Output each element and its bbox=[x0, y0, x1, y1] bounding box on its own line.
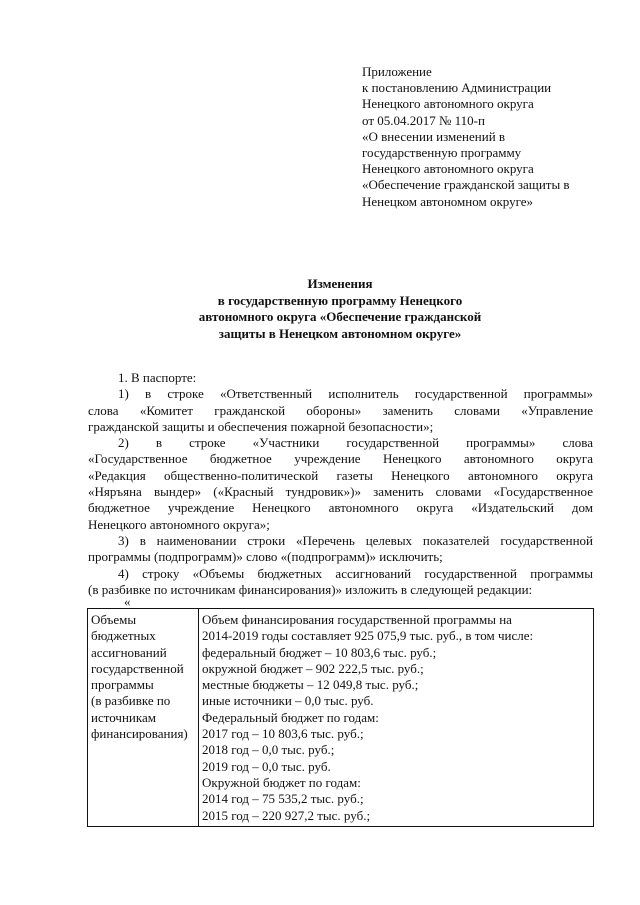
paragraph-line: бюджетное учреждение Ненецкого автономного округа «Издательский дом bbox=[88, 500, 593, 516]
paragraph-line: Ненецкого автономного округа»; bbox=[88, 516, 270, 532]
cell-line: бюджетных bbox=[91, 628, 156, 644]
cell-line: государственной bbox=[91, 660, 184, 676]
paragraph-line: «Государственное бюджетное учреждение Ненецкого автономного округа bbox=[88, 451, 593, 467]
item-1-3 bbox=[88, 533, 593, 566]
cell-line: 2017 год – 10 803,6 тыс. руб.; bbox=[202, 726, 364, 742]
item-1-2 bbox=[88, 435, 593, 533]
cell-line: Объем финансирования государственной программы на bbox=[202, 612, 512, 627]
item-1-1 bbox=[88, 386, 593, 435]
annex-line: Ненецкого автономного округа bbox=[362, 161, 534, 177]
cell-line: окружной бюджет – 902 222,5 тыс. руб.; bbox=[202, 660, 424, 676]
cell-line: федеральный бюджет – 10 803,6 тыс. руб.; bbox=[202, 644, 437, 660]
paragraph-line: слова «Комитет гражданской обороны» заменить словами «Управление bbox=[88, 402, 593, 418]
annex-line: «О внесении изменений в bbox=[362, 128, 506, 144]
paragraph-line: 3) в наименовании строки «Перечень целевых показателей государственной bbox=[118, 532, 593, 548]
annex-line: государственную программу bbox=[362, 145, 522, 161]
paragraph-line: гражданской защиты и обеспечения пожарной безопасности»; bbox=[88, 418, 434, 434]
cell-line: (в разбивке по bbox=[91, 693, 171, 709]
title-line: в государственную программу Ненецкого bbox=[217, 292, 463, 308]
cell-line: местные бюджеты – 12 049,8 тыс. руб.; bbox=[202, 677, 419, 693]
cell-line: финансирования) bbox=[91, 726, 188, 742]
cell-line: 2018 год – 0,0 тыс. руб.; bbox=[202, 742, 335, 758]
document-body bbox=[88, 370, 593, 598]
annex-line: «Обеспечение гражданской защиты в bbox=[362, 177, 570, 193]
title-line: автономного округа «Обеспечение гражданской bbox=[198, 309, 482, 324]
annex-line: от 05.04.2017 № 110-п bbox=[362, 112, 485, 128]
table-row bbox=[88, 609, 594, 827]
annex-header bbox=[362, 64, 570, 210]
cell-line: Окружной бюджет по годам: bbox=[202, 774, 361, 790]
cell-line: Объемы bbox=[91, 612, 137, 627]
cell-line: источникам bbox=[91, 709, 156, 725]
paragraph-line: 2) в строке «Участники государственной программы» слова bbox=[118, 435, 593, 451]
annex-line: Ненецкого автономного округа bbox=[362, 96, 534, 112]
paragraph-line: программы (подпрограмм)» слово «(подпрограмм)» исключить; bbox=[88, 549, 443, 565]
item-1-4 bbox=[88, 566, 593, 599]
paragraph-line: (в разбивке по источникам финансирования)» изложить в следующей редакции: bbox=[88, 581, 533, 597]
cell-line: 2014-2019 годы составляет 925 075,9 тыс. руб., в том числе: bbox=[202, 628, 534, 644]
cell-line: 2019 год – 0,0 тыс. руб. bbox=[202, 758, 331, 774]
table-cell-value bbox=[199, 609, 594, 827]
title-line: Изменения bbox=[307, 276, 373, 291]
item-1-heading: 1. В паспорте: bbox=[118, 370, 197, 385]
table-cell-label bbox=[88, 609, 199, 827]
passport-table bbox=[87, 608, 594, 827]
annex-line: Ненецком автономном округе» bbox=[362, 193, 534, 209]
annex-line: к постановлению Администрации bbox=[362, 80, 552, 96]
title-line: защиты в Ненецком автономном округе» bbox=[218, 325, 462, 341]
cell-line: Федеральный бюджет по годам: bbox=[202, 709, 379, 725]
annex-line: Приложение bbox=[362, 64, 432, 79]
cell-line: 2014 год – 75 535,2 тыс. руб.; bbox=[202, 791, 364, 807]
paragraph-line: «Няръяна вындер» («Красный тундровик»)» заменить словами «Государственное bbox=[88, 484, 593, 500]
paragraph-line: 1) в строке «Ответственный исполнитель государственной программы» bbox=[118, 386, 593, 402]
cell-line: программы bbox=[91, 677, 154, 693]
paragraph-line: «Редакция общественно-политической газеты Ненецкого автономного округа bbox=[88, 467, 593, 483]
opening-quote: « bbox=[124, 594, 131, 609]
document-title bbox=[150, 276, 530, 342]
cell-line: ассигнований bbox=[91, 644, 167, 660]
cell-line: 2015 год – 220 927,2 тыс. руб.; bbox=[202, 807, 371, 823]
cell-line: иные источники – 0,0 тыс. руб. bbox=[202, 693, 374, 709]
paragraph-line: 4) строку «Объемы бюджетных ассигнований государственной программы bbox=[118, 565, 593, 581]
